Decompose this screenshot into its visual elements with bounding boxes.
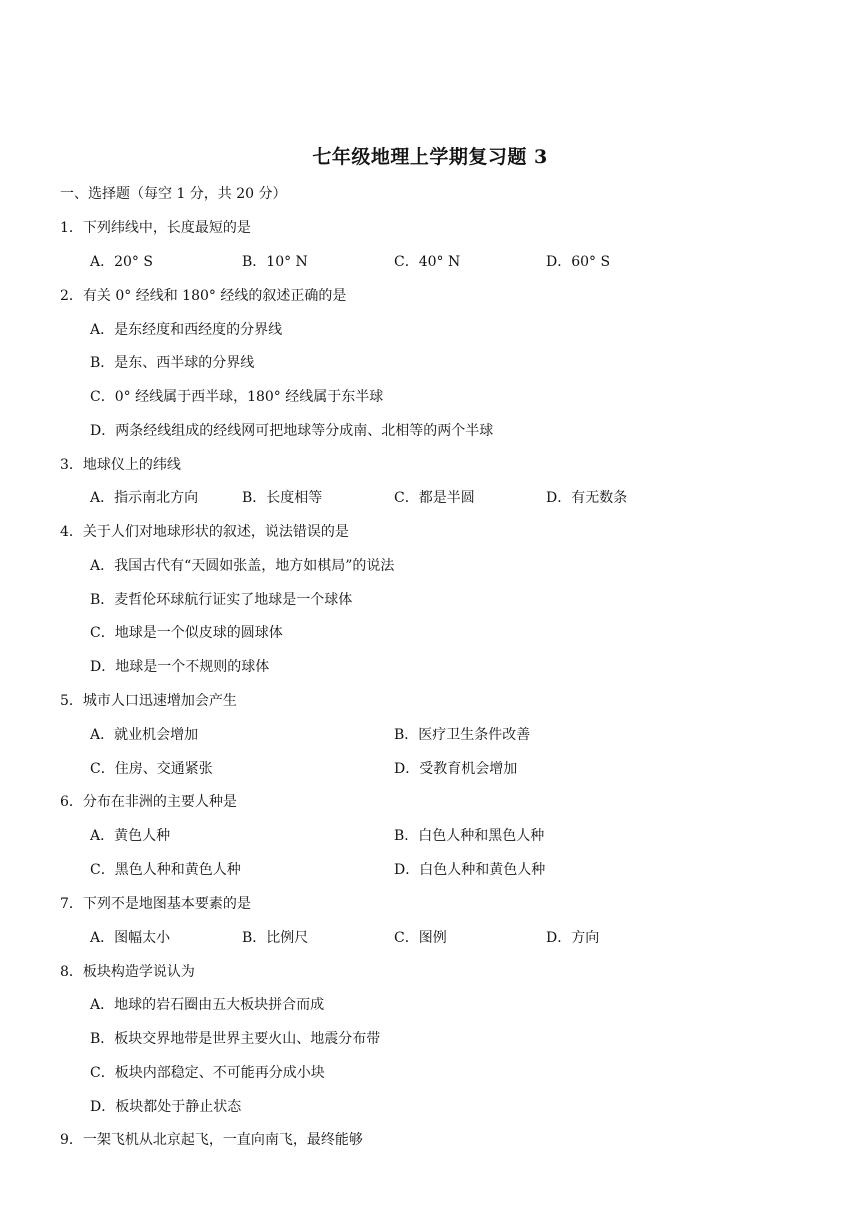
question-7-option-b: B．比例尺: [242, 930, 309, 946]
question-6-stem: 6．分布在非洲的主要人种是: [60, 794, 237, 810]
question-5-option-d: D．受教育机会增加: [394, 761, 518, 777]
question-5-stem: 5．城市人口迅速增加会产生: [60, 693, 237, 709]
question-6-option-c: C．黑色人种和黄色人种: [90, 862, 241, 878]
question-4-option-a: A．我国古代有“天圆如张盖，地方如棋局”的说法: [90, 558, 395, 574]
question-6-option-b: B．白色人种和黑色人种: [394, 828, 545, 844]
question-3-option-c: C．都是半圆: [394, 490, 475, 506]
question-1-option-b: B．10° N: [242, 254, 308, 270]
question-7-option-d: D．方向: [546, 930, 600, 946]
question-4-option-d: D．地球是一个不规则的球体: [90, 659, 270, 675]
question-7-option-a: A．图幅太小: [90, 930, 171, 946]
question-8-option-d: D．板块都处于静止状态: [90, 1099, 242, 1115]
question-8-option-c: C．板块内部稳定、不可能再分成小块: [90, 1065, 325, 1081]
question-2-option-d: D．两条经线组成的经线网可把地球等分成南、北相等的两个半球: [90, 423, 494, 439]
question-4-option-b: B．麦哲伦环球航行证实了地球是一个球体: [90, 592, 353, 608]
question-7-option-c: C．图例: [394, 930, 447, 946]
question-3-option-d: D．有无数条: [546, 490, 628, 506]
question-4-option-c: C．地球是一个似皮球的圆球体: [90, 625, 283, 641]
question-9-stem: 9．一架飞机从北京起飞，一直向南飞，最终能够: [60, 1132, 363, 1148]
question-8-option-a: A．地球的岩石圈由五大板块拼合而成: [90, 997, 325, 1013]
question-1-stem: 1．下列纬线中，长度最短的是: [60, 220, 251, 236]
question-3-stem: 3．地球仪上的纬线: [60, 457, 181, 473]
question-4-stem: 4．关于人们对地球形状的叙述，说法错误的是: [60, 524, 349, 540]
page-title: 七年级地理上学期复习题 3: [312, 146, 548, 168]
question-1-option-d: D．60° S: [546, 254, 611, 270]
question-5-option-b: B．医疗卫生条件改善: [394, 727, 531, 743]
question-6-option-d: D．白色人种和黄色人种: [394, 862, 546, 878]
question-8-option-b: B．板块交界地带是世界主要火山、地震分布带: [90, 1031, 381, 1047]
question-1-option-c: C．40° N: [394, 254, 461, 270]
question-3-option-b: B．长度相等: [242, 490, 323, 506]
question-3-option-a: A．指示南北方向: [90, 490, 199, 506]
question-5-option-c: C．住房、交通紧张: [90, 761, 213, 777]
question-2-stem: 2．有关 0° 经线和 180° 经线的叙述正确的是: [60, 288, 347, 304]
question-7-stem: 7．下列不是地图基本要素的是: [60, 896, 251, 912]
section-heading: 一、选择题（每空 1 分，共 20 分）: [60, 186, 287, 202]
question-2-option-a: A．是东经度和西经度的分界线: [90, 322, 283, 338]
question-1-option-a: A．20° S: [90, 254, 153, 270]
question-8-stem: 8．板块构造学说认为: [60, 964, 195, 980]
question-2-option-b: B．是东、西半球的分界线: [90, 355, 255, 371]
question-2-option-c: C．0° 经线属于西半球，180° 经线属于东半球: [90, 389, 384, 405]
question-5-option-a: A．就业机会增加: [90, 727, 199, 743]
question-6-option-a: A．黄色人种: [90, 828, 171, 844]
